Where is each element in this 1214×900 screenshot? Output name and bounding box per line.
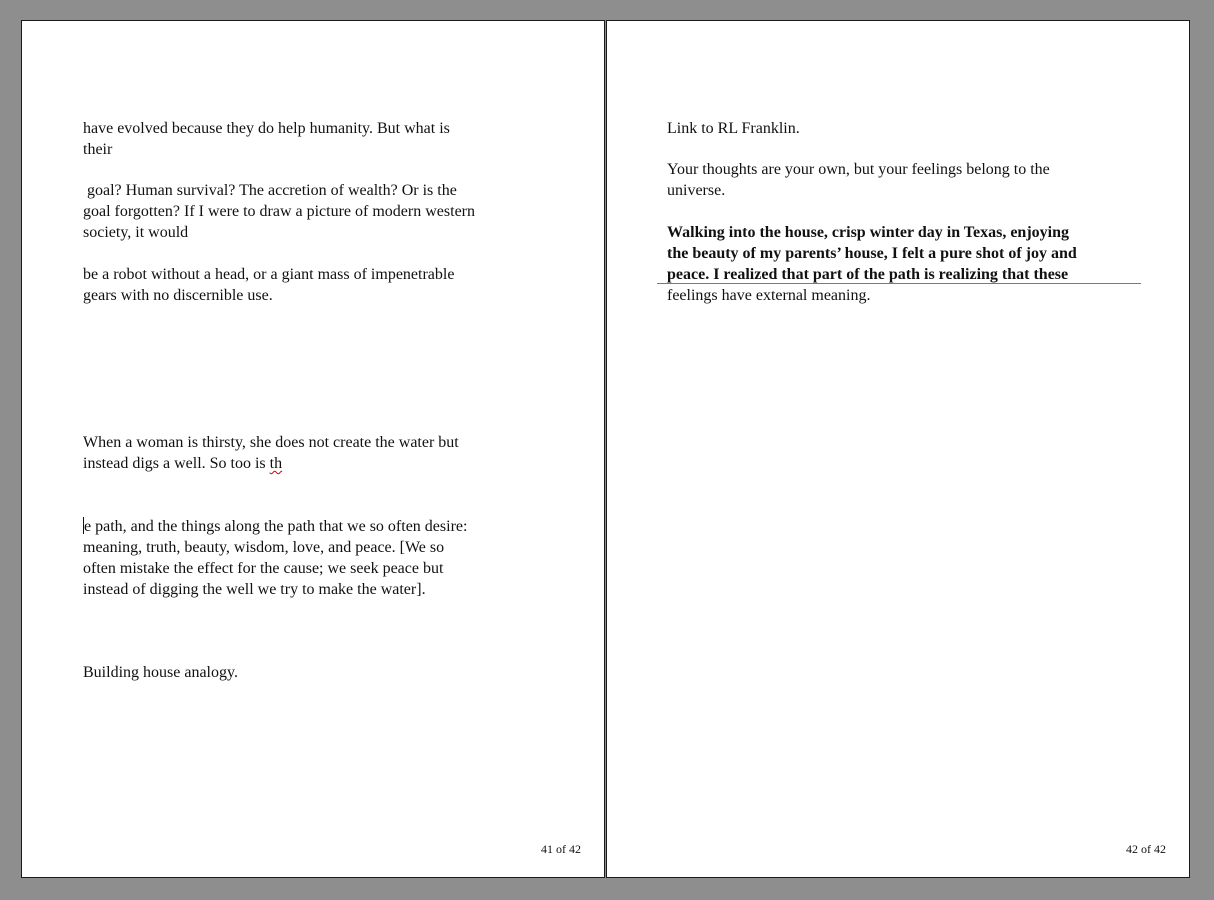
page-42 xyxy=(606,20,1190,878)
paragraph-building[interactable]: Building house analogy. xyxy=(83,664,238,681)
paragraph-feelings[interactable]: feelings have external meaning. xyxy=(667,287,871,304)
page-number: 42 of 42 xyxy=(1126,842,1166,856)
paragraph-thoughts[interactable]: Your thoughts are your own, but your feelings belong to the universe. xyxy=(667,161,1050,199)
horizontal-divider xyxy=(657,283,1141,284)
page-41 xyxy=(21,20,605,878)
page-number: 41 of 42 xyxy=(541,842,581,856)
misspelled-word[interactable]: th xyxy=(269,455,283,472)
paragraph-link[interactable]: Link to RL Franklin. xyxy=(667,120,800,137)
paragraph-walking[interactable]: Walking into the house, crisp winter day in Texas, enjoying the beauty of my parents’ house, I felt a pure shot of joy and peace. I realized that part of the path is realizing that these xyxy=(667,224,1077,283)
paragraph-path-text: e path, and the things along the path that we so often desire: meaning, truth, beauty, wisdom, love, and peace. [We so often mistake the effect for the cause; we seek peace but instead of digging the well we try to make the water]. xyxy=(83,518,468,598)
paragraph-goal[interactable]: goal? Human survival? The accretion of wealth? Or is the goal forgotten? If I were to draw a picture of modern western society, it would xyxy=(83,182,475,241)
paragraph-thirsty[interactable] xyxy=(83,432,563,474)
paragraph-path[interactable] xyxy=(83,516,563,600)
paragraph-robot[interactable]: be a robot without a head, or a giant mass of impenetrable gears with no discernible use. xyxy=(83,266,455,304)
paragraph-thirsty-text: When a woman is thirsty, she does not create the water but instead digs a well. So too is xyxy=(83,434,459,472)
paragraph-evolved[interactable]: have evolved because they do help humanity. But what is their xyxy=(83,120,450,158)
